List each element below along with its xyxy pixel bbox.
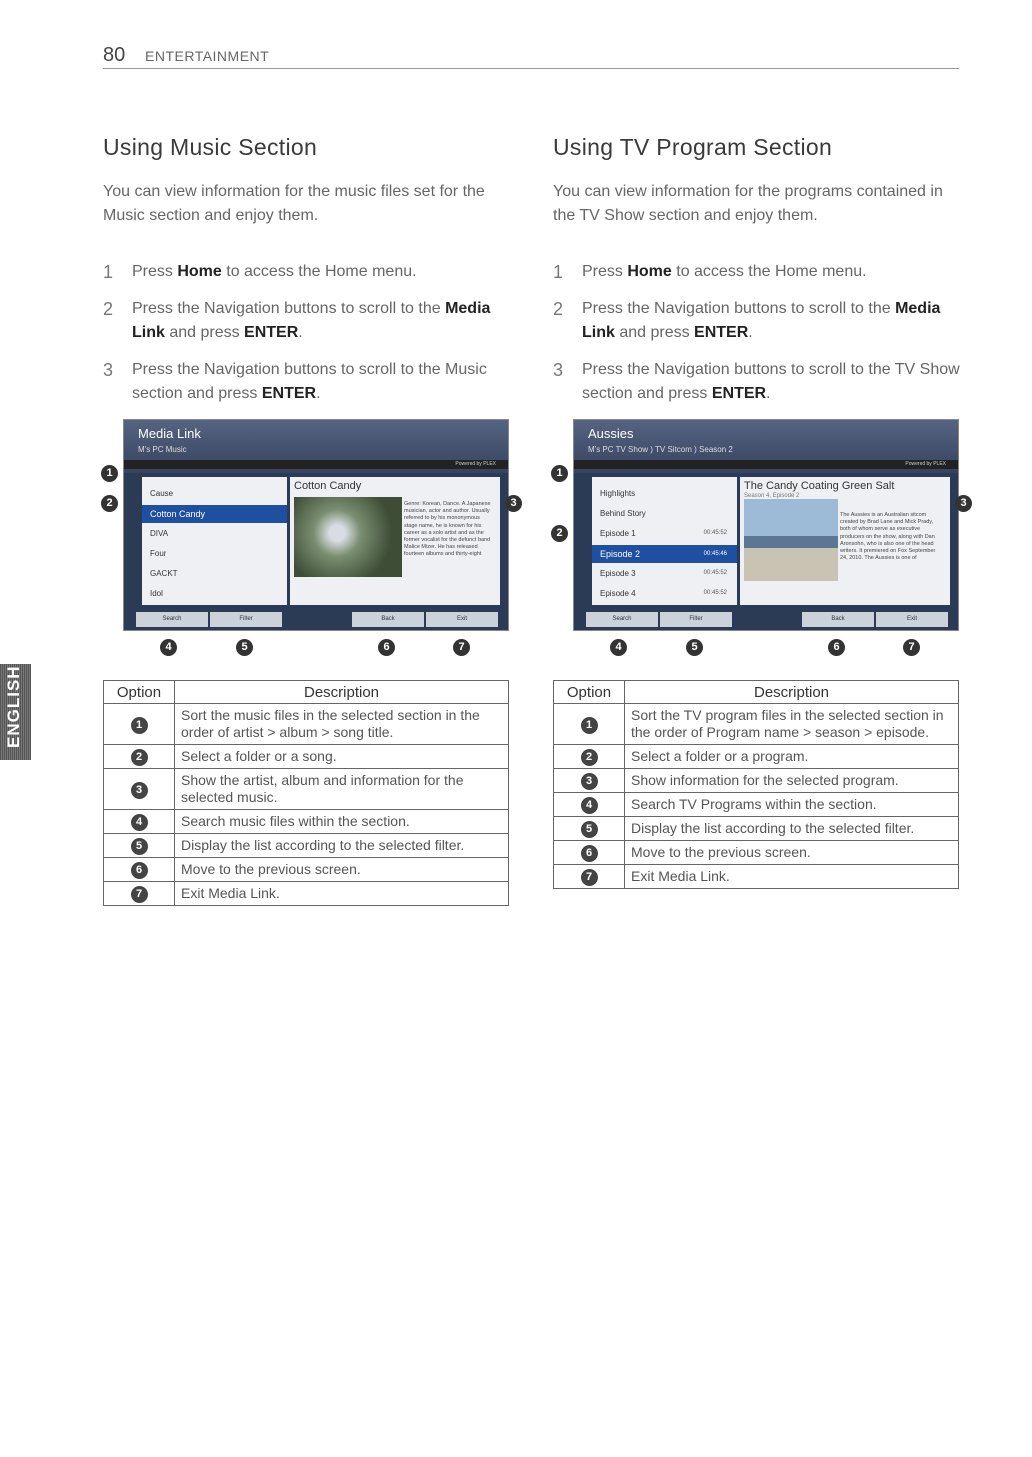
music-step-1: 1 Press Home to access the Home menu. bbox=[103, 262, 417, 282]
callout-3: 3 bbox=[955, 495, 972, 512]
powered-by: Powered by PLEX bbox=[905, 461, 946, 467]
callout-1: 1 bbox=[101, 465, 118, 482]
list-item[interactable]: Highlights bbox=[600, 489, 636, 498]
detail-title: The Candy Coating Green Salt bbox=[744, 480, 895, 492]
screen-breadcrumb: M's PC TV Show ) TV Sitcom ) Season 2 bbox=[588, 445, 733, 454]
description-header: Description bbox=[175, 681, 509, 704]
list-item[interactable]: GACKT bbox=[150, 569, 178, 578]
list-item-time: 00:45:46 bbox=[703, 551, 727, 557]
page-header bbox=[103, 44, 959, 69]
tv-screenshot bbox=[556, 419, 967, 631]
list-item[interactable]: Behind Story bbox=[600, 509, 646, 518]
callout-7: 7 bbox=[903, 639, 920, 656]
table-row: 4 Search TV Programs within the section. bbox=[554, 793, 959, 817]
tv-intro: You can view information for the programs contained in the TV Show section and enjoy them. bbox=[553, 183, 943, 224]
callout-4: 4 bbox=[610, 639, 627, 656]
detail-panel bbox=[740, 477, 950, 605]
artist-list bbox=[142, 477, 287, 605]
detail-panel bbox=[290, 477, 500, 605]
table-row: 7 Exit Media Link. bbox=[104, 882, 509, 906]
detail-title: Cotton Candy bbox=[294, 480, 362, 492]
music-bottom-callouts bbox=[103, 639, 513, 669]
table-row: 6 Move to the previous screen. bbox=[104, 858, 509, 882]
exit-button[interactable]: Exit bbox=[876, 612, 948, 627]
powered-by: Powered by PLEX bbox=[455, 461, 496, 467]
screen-breadcrumb: M's PC Music bbox=[138, 445, 187, 454]
callout-4: 4 bbox=[160, 639, 177, 656]
episode-thumbnail-image bbox=[744, 499, 838, 581]
tv-title: Using TV Program Section bbox=[553, 134, 833, 160]
tv-step-2: 2 Press the Navigation buttons to scroll to the Media Link and press ENTER. bbox=[553, 299, 941, 341]
table-row: 1 Sort the TV program files in the selected section in the order of Program name > season > episode. bbox=[554, 704, 959, 745]
callout-2: 2 bbox=[101, 495, 118, 512]
list-item[interactable]: Cause bbox=[150, 489, 174, 498]
screen-title: Media Link bbox=[138, 426, 201, 441]
table-row: 5 Display the list according to the selected filter. bbox=[554, 817, 959, 841]
album-art-image bbox=[294, 497, 402, 577]
table-row: 4 Search music files within the section. bbox=[104, 810, 509, 834]
list-item[interactable]: DIVA bbox=[150, 529, 169, 538]
music-steps bbox=[103, 260, 513, 406]
list-item[interactable]: Episode 1 bbox=[600, 529, 636, 538]
list-item-selected[interactable]: Cotton Candy bbox=[142, 505, 287, 523]
list-item-selected[interactable]: Episode 2 bbox=[592, 545, 737, 563]
tv-step-3: 3 Press the Navigation buttons to scroll to the TV Show section and press ENTER. bbox=[553, 360, 960, 402]
callout-5: 5 bbox=[236, 639, 253, 656]
list-item-time: 00:45:52 bbox=[703, 570, 727, 576]
list-item[interactable]: Episode 4 bbox=[600, 589, 636, 598]
tv-step-1: 1 Press Home to access the Home menu. bbox=[553, 262, 867, 282]
detail-text: The Aussies is an Australian sitcom created by Brad Lane and Mick Prady, both of whom serve as executive producers on the show, along with Dan Aronsohn, who is also one of the head writers. It premiered on Fox September 24, 2010. The Aussies is one of bbox=[840, 512, 936, 562]
table-row: 2 Select a folder or a program. bbox=[554, 745, 959, 769]
tv-section bbox=[553, 134, 967, 889]
music-options-table bbox=[103, 680, 509, 906]
tv-steps bbox=[553, 260, 963, 406]
back-button[interactable]: Back bbox=[352, 612, 424, 627]
table-row: 1 Sort the music files in the selected section in the order of artist > album > song title. bbox=[104, 704, 509, 745]
table-row: 6 Move to the previous screen. bbox=[554, 841, 959, 865]
language-label: ENGLISH bbox=[4, 665, 23, 748]
screen-title: Aussies bbox=[588, 426, 634, 441]
list-item[interactable]: Episode 3 bbox=[600, 569, 636, 578]
bottom-bar bbox=[574, 608, 958, 630]
exit-button[interactable]: Exit bbox=[426, 612, 498, 627]
table-row: 7 Exit Media Link. bbox=[554, 865, 959, 889]
detail-text: Genre: Korean, Dance. A Japanese musician, actor and author. Usually referred to by his mononymous stage name, he is known for his career as a solo artist and as the former vocalist for the defunct band Malice Mizer. He has released fourteen albums and thirty-eight bbox=[404, 501, 491, 558]
table-row: 3 Show information for the selected program. bbox=[554, 769, 959, 793]
callout-3: 3 bbox=[505, 495, 522, 512]
table-row: 5 Display the list according to the selected filter. bbox=[104, 834, 509, 858]
episode-list bbox=[592, 477, 737, 605]
option-header: Option bbox=[104, 681, 175, 704]
list-item-time: 00:45:52 bbox=[703, 530, 727, 536]
callout-1: 1 bbox=[551, 465, 568, 482]
page-number: 80 bbox=[103, 44, 126, 66]
music-screenshot bbox=[106, 419, 517, 631]
table-row: 3 Show the artist, album and information for the selected music. bbox=[104, 769, 509, 810]
music-step-2: 2 Press the Navigation buttons to scroll to the Media Link and press ENTER. bbox=[103, 299, 491, 341]
detail-subtitle: Season 4, Episode 2 bbox=[744, 493, 800, 499]
list-item-time: 00:45:52 bbox=[703, 590, 727, 596]
tv-options-table bbox=[553, 680, 959, 889]
description-header: Description bbox=[625, 681, 959, 704]
callout-6: 6 bbox=[828, 639, 845, 656]
music-section bbox=[103, 134, 517, 906]
list-item[interactable]: Four bbox=[150, 549, 167, 558]
callout-5: 5 bbox=[686, 639, 703, 656]
callout-2: 2 bbox=[551, 525, 568, 542]
callout-7: 7 bbox=[453, 639, 470, 656]
music-step-3: 3 Press the Navigation buttons to scroll to the Music section and press ENTER. bbox=[103, 360, 487, 402]
callout-6: 6 bbox=[378, 639, 395, 656]
section-name: ENTERTAINMENT bbox=[145, 48, 270, 64]
option-header: Option bbox=[554, 681, 625, 704]
tv-bottom-callouts bbox=[553, 639, 963, 669]
table-row: 2 Select a folder or a song. bbox=[104, 745, 509, 769]
filter-button[interactable]: Filter bbox=[210, 612, 282, 627]
music-intro: You can view information for the music files set for the Music section and enjoy them. bbox=[103, 183, 485, 224]
list-item[interactable]: Idol bbox=[150, 589, 163, 598]
search-button[interactable]: Search bbox=[136, 612, 208, 627]
search-button[interactable]: Search bbox=[586, 612, 658, 627]
back-button[interactable]: Back bbox=[802, 612, 874, 627]
music-title: Using Music Section bbox=[103, 134, 318, 160]
language-side-tab bbox=[0, 664, 31, 760]
filter-button[interactable]: Filter bbox=[660, 612, 732, 627]
bottom-bar bbox=[124, 608, 508, 630]
